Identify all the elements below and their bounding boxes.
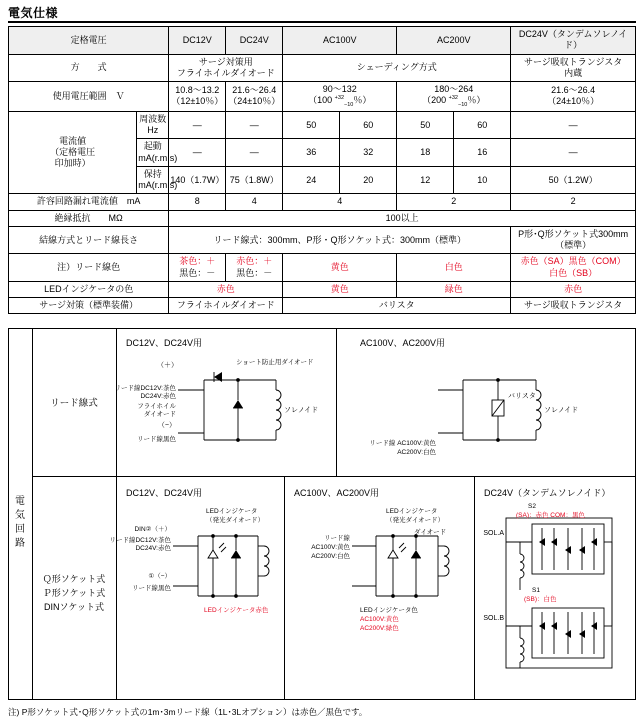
label-lead-ac100-yellow: リード線 AC100V:黄色	[369, 440, 436, 447]
circuit-row2-ac	[352, 535, 449, 598]
label-inrush: 起動 mA(r.m.s)	[137, 139, 169, 167]
value-method-dc: サージ対策用 フライホイルダイオード	[169, 54, 283, 82]
solenoid-symbol-dc	[276, 380, 281, 440]
circuit-row2-label-2: Ｐ形ソケット式	[42, 588, 106, 598]
value-holding-ac200-60: 10	[454, 166, 511, 194]
circuit-head-row1-ac: AC100V、AC200V用	[360, 338, 446, 348]
value-vr-tandem: 21.6〜26.4 （24±10％）	[511, 82, 636, 112]
value-surge-tandem: サージ吸収トランジスタ	[511, 298, 636, 314]
row-wiring	[9, 226, 636, 254]
row-voltage-range	[9, 82, 636, 112]
label-led-color: LEDインジケータの色	[9, 281, 169, 297]
circuit-head-row2-tandem: DC24V（タンデムソレノイド）	[484, 488, 611, 498]
label-surge: サージ対策（標準装備）	[9, 298, 169, 314]
circuit-row2-label-1: Ｑ形ソケット式	[42, 574, 106, 584]
value-leadcolor-ac200: 白色	[397, 254, 511, 282]
value-freq-ac200-50: 50	[397, 111, 454, 139]
value-method-tandem: サージ吸収トランジスタ 内蔵	[511, 54, 636, 82]
value-inrush-dc24: —	[226, 139, 283, 167]
footnote	[8, 706, 367, 718]
label-led-color-ac-3: AC200V:緑色	[360, 625, 399, 632]
label-lead-ac-3: AC200V:白色	[311, 553, 350, 560]
label-s1: S1	[532, 587, 540, 594]
value-leadcolor-dc24: 赤色：＋ 黒色：－	[226, 254, 283, 282]
value-surge-dc: フライホイルダイオード	[169, 298, 283, 314]
row-lead-color	[9, 254, 636, 282]
page-title: 電気仕様	[8, 6, 59, 20]
label-lead-black-dc-2: リード線黒色	[132, 585, 171, 592]
col-head-ac200: AC200V	[397, 27, 511, 55]
value-holding-ac100-50: 24	[283, 166, 340, 194]
value-vr-ac200: 180〜264 （200 $^{+32}_{-10}$％）	[397, 82, 511, 112]
row-surge	[9, 298, 636, 314]
label-led-indicator-dc-2: （発光ダイオード）	[206, 517, 265, 524]
value-leak-ac200: 2	[397, 194, 511, 210]
value-holding-ac200-50: 12	[397, 166, 454, 194]
label-method: 方 式	[9, 54, 169, 82]
circuit-row1-label: リード線式	[50, 398, 98, 409]
col-head-dc24: DC24V	[226, 27, 283, 55]
label-s2: S2	[528, 503, 536, 510]
label-lead-ac200-white: AC200V:白色	[397, 449, 436, 456]
label-led-indicator-ac-2: （発光ダイオード）	[386, 517, 445, 524]
circuit-head-row2-dc: DC12V、DC24V用	[126, 488, 203, 498]
value-led-dc: 赤色	[169, 281, 283, 297]
label-lead-ac-1: リード線	[324, 535, 350, 542]
electrical-spec-table	[8, 26, 636, 314]
value-vr-dc24: 21.6〜26.4 （24±10％）	[226, 82, 283, 112]
solenoid-symbol-ac	[536, 380, 541, 440]
circuit-ac-wires	[438, 379, 536, 442]
value-freq-ac100-50: 50	[283, 111, 340, 139]
label-minus-dc: （−）	[157, 422, 176, 429]
col-head-rated-voltage: 定格電圧	[9, 27, 169, 55]
circuit-side-label-1: 電	[15, 496, 25, 507]
label-flywheel-2: ダイオード	[143, 411, 176, 418]
value-leadcolor-ac100: 黄色	[283, 254, 397, 282]
value-holding-dc12: 140（1.7W）	[169, 166, 226, 194]
value-led-tandem: 赤色	[511, 281, 636, 297]
label-plus-dc: （＋）	[157, 362, 178, 369]
value-leadcolor-tandem: 赤色（SA）黒色（COM） 白色（SB）	[511, 254, 636, 282]
table-header-row	[9, 27, 636, 55]
circuit-dc-wires	[178, 372, 276, 440]
label-led-color-ac-2: AC100V:黄色	[360, 616, 399, 623]
value-insulation: 100以上	[169, 210, 636, 226]
col-head-ac100: AC100V	[283, 27, 397, 55]
value-holding-tandem: 50（1.2W）	[511, 166, 636, 194]
value-leadcolor-dc12: 茶色：＋ 黒色：－	[169, 254, 226, 282]
value-inrush-tandem: —	[511, 139, 636, 167]
value-vr-ac100: 90〜132 （100 $^{+32}_{-10}$％）	[283, 82, 397, 112]
label-short-protect-diode: ショート防止用ダイオード	[236, 359, 314, 366]
label-varistor: バリスタ	[508, 393, 536, 400]
value-inrush-ac100-60: 32	[340, 139, 397, 167]
label-led-red: LEDインジケータ赤色	[204, 607, 269, 614]
circuit-side-label-4: 路	[15, 538, 25, 549]
circuit-row2-label-3: DINソケット式	[44, 602, 104, 612]
label-current-group: 電流値 （定格電圧 印加時）	[9, 111, 137, 194]
label-holding: 保持 mA(r.m.s)	[137, 166, 169, 194]
value-surge-ac: バリスタ	[283, 298, 511, 314]
label-lead-dc12-brown-2: リード線DC12V:茶色	[109, 537, 171, 544]
value-freq-tandem: —	[511, 111, 636, 139]
row-leak-current	[9, 194, 636, 210]
label-led-color-ac-1: LEDインジケータ色	[360, 607, 418, 614]
row-method	[9, 54, 636, 82]
label-din1-minus: ①（−）	[148, 573, 171, 580]
value-freq-ac200-60: 60	[454, 111, 511, 139]
title-rule	[8, 21, 636, 23]
value-led-ac100: 黄色	[283, 281, 397, 297]
label-led-indicator-dc-1: LEDインジケータ	[206, 508, 258, 515]
col-head-dc12: DC12V	[169, 27, 226, 55]
value-vr-dc12: 10.8〜13.2 （12±10％）	[169, 82, 226, 112]
circuit-row2-tandem	[506, 518, 612, 668]
label-solenoid-dc: ソレノイド	[284, 407, 319, 414]
circuit-head-row1-dc: DC12V、DC24V用	[126, 338, 203, 348]
circuit-svg	[8, 328, 636, 700]
label-din2-plus: DIN②（＋）	[134, 526, 171, 533]
row-insulation	[9, 210, 636, 226]
circuit-side-label-2: 気	[15, 510, 25, 521]
value-freq-dc12: —	[169, 111, 226, 139]
circuit-diagram-block	[8, 328, 636, 700]
label-lead-dc24-red: DC24V:赤色	[140, 393, 176, 400]
value-holding-ac100-60: 20	[340, 166, 397, 194]
label-lead-dc24-red-2: DC24V:赤色	[135, 545, 171, 552]
value-freq-dc24: —	[226, 111, 283, 139]
value-inrush-ac200-50: 18	[397, 139, 454, 167]
label-insulation: 絶縁抵抗 MΩ	[9, 210, 169, 226]
value-leak-dc12: 8	[169, 194, 226, 210]
circuit-row2-dc	[173, 535, 269, 598]
label-lead-color: 注）リード線色	[9, 254, 169, 282]
value-freq-ac100-60: 60	[340, 111, 397, 139]
circuit-side-label-3: 回	[15, 524, 25, 535]
value-leak-tandem: 2	[511, 194, 636, 210]
label-flywheel-1: フライホイル	[137, 403, 176, 410]
value-holding-dc24: 75（1.8W）	[226, 166, 283, 194]
value-inrush-ac100-50: 36	[283, 139, 340, 167]
value-wiring-main: リード線式：300mm、P形・Q形ソケット式：300mm（標準）	[169, 226, 511, 254]
label-sol-b: SOL.B	[483, 615, 504, 622]
label-solenoid-ac: ソレノイド	[544, 407, 579, 414]
value-method-ac: シェーディング方式	[283, 54, 511, 82]
value-inrush-ac200-60: 16	[454, 139, 511, 167]
label-s2-color: (SA)：赤色 COM：黒色	[516, 512, 585, 519]
label-lead-ac-2: AC100V:黄色	[311, 544, 350, 551]
label-led-indicator-ac-1: LEDインジケータ	[386, 508, 438, 515]
value-leak-ac100: 4	[283, 194, 397, 210]
row-current-frequency	[9, 111, 636, 139]
label-leak-current: 許容回路漏れ電流値 mA	[9, 194, 169, 210]
label-lead-black-dc: リード線黒色	[137, 436, 176, 443]
circuit-head-row2-ac: AC100V、AC200V用	[294, 488, 380, 498]
label-wiring: 結線方式とリード線長さ	[9, 226, 169, 254]
row-led-color	[9, 281, 636, 297]
value-leak-dc24: 4	[226, 194, 283, 210]
value-led-ac200: 緑色	[397, 281, 511, 297]
label-frequency: 周波数 Hz	[137, 111, 169, 139]
value-inrush-dc12: —	[169, 139, 226, 167]
label-s1-color: (SB)：白色	[524, 596, 557, 603]
label-lead-dc12-brown: リード線DC12V:茶色	[114, 385, 176, 392]
label-diode-ac: ダイオード	[414, 529, 447, 536]
label-voltage-range: 使用電圧範囲 Ｖ	[9, 82, 169, 112]
label-sol-a: SOL.A	[483, 530, 504, 537]
value-wiring-tandem: P形･Q形ソケット式300mm（標準）	[511, 226, 636, 254]
col-head-tandem: DC24V（タンデムソレノイド）	[511, 27, 636, 55]
footnote-text: 注) P形ソケット式･Q形ソケット式の1m･3mリード線（1L･3Lオプション）は赤色／黒色です。	[8, 707, 368, 717]
